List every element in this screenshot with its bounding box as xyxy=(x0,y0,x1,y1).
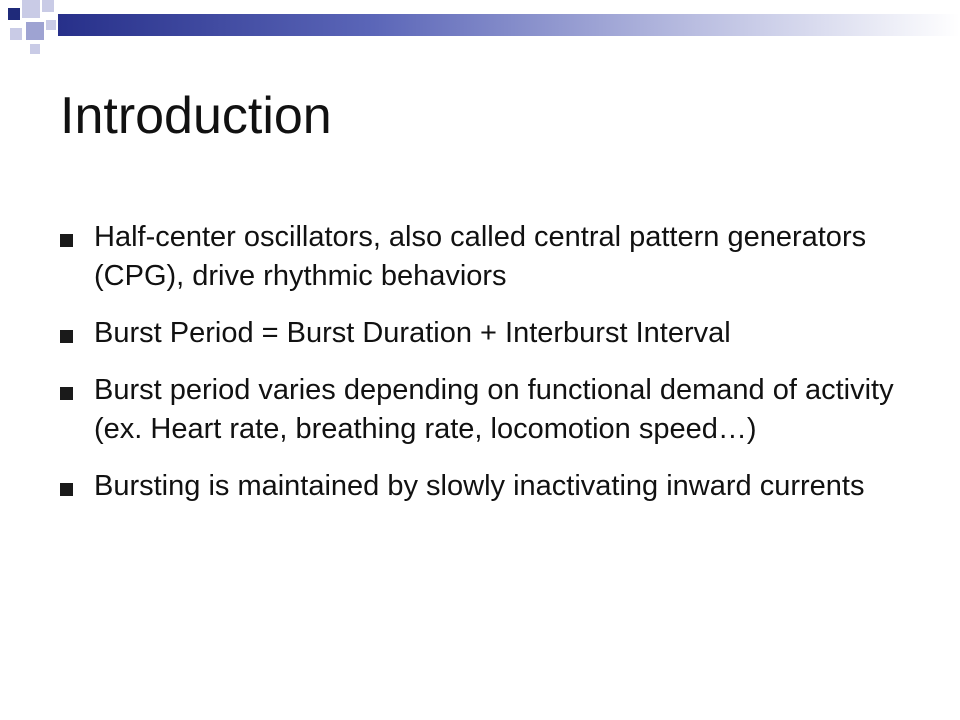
bullet-item xyxy=(60,371,910,449)
bullet-text: Half-center oscillators, also called central pattern generators (CPG), drive rhythmic behaviors xyxy=(94,221,867,292)
header-decoration xyxy=(0,0,960,60)
bullet-item xyxy=(60,314,910,353)
header-square xyxy=(42,0,54,12)
bullet-text: Burst period varies depending on functional demand of activity (ex. Heart rate, breathing rate, locomotion speed…) xyxy=(94,374,894,445)
header-square xyxy=(26,22,44,40)
header-gradient-bar xyxy=(0,0,960,60)
square-bullet-icon xyxy=(60,387,73,400)
header-square xyxy=(46,20,56,30)
square-bullet-icon xyxy=(60,234,73,247)
header-square xyxy=(8,8,20,20)
bullet-item xyxy=(60,218,910,296)
bullet-text: Burst Period = Burst Duration + Interburst Interval xyxy=(94,317,731,349)
bullet-list xyxy=(60,218,910,524)
header-square xyxy=(10,28,22,40)
bullet-item xyxy=(60,467,910,506)
header-square xyxy=(30,44,40,54)
header-square xyxy=(22,0,40,18)
bullet-text: Bursting is maintained by slowly inactivating inward currents xyxy=(94,470,865,502)
slide-title: Introduction xyxy=(60,87,332,145)
square-bullet-icon xyxy=(60,330,73,343)
square-bullet-icon xyxy=(60,483,73,496)
